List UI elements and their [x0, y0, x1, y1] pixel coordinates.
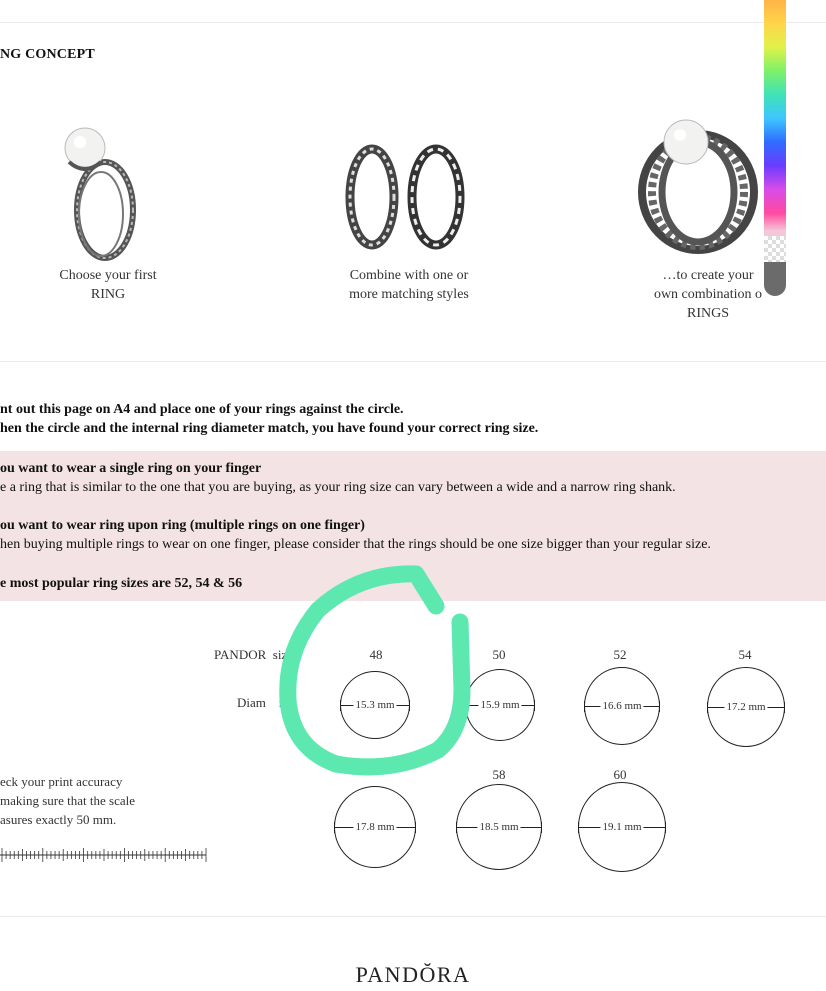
- size-number: 54: [738, 647, 752, 662]
- ring-size-circle: 18.5 mm: [456, 784, 542, 870]
- ring-size-circle: 17.8 mm: [334, 786, 416, 868]
- step-caption-choose: Choose your first RING: [59, 268, 157, 302]
- transparent-swatch[interactable]: [764, 236, 786, 264]
- size-number: 58: [492, 767, 506, 782]
- ring-size-circle: 17.2 mm: [707, 667, 785, 747]
- single-ring-tip: ou want to wear a single ring on your finger e a ring that is similar to the one that you are buying, as your ring size can vary between a wide and a narrow ring shank.: [0, 461, 676, 495]
- ring-size-circle: 15.9 mm: [465, 669, 535, 741]
- step-caption-create: …to create your own combination o RINGS: [653, 268, 763, 321]
- page-title: NG CONCEPT: [0, 47, 95, 62]
- color-picker-bar[interactable]: [764, 0, 786, 296]
- pandora-logo: PANDŎRA: [355, 962, 471, 987]
- size-number: 52: [613, 647, 627, 662]
- size-number: 60: [613, 767, 627, 782]
- print-instructions: nt out this page on A4 and place one of your rings against the circle. hen the circle and the internal ring diameter match, you have found your correct ring size.: [0, 402, 539, 436]
- popular-sizes-note: e most popular ring sizes are 52, 54 & 56: [0, 576, 243, 591]
- ring-size-circle: 15.3 mm: [340, 671, 410, 739]
- print-accuracy-note: eck your print accuracy making sure that the scale asures exactly 50 mm.: [0, 774, 136, 827]
- diameter-label: Diam r Ø: [237, 695, 296, 710]
- ring-size-circle: 16.6 mm: [584, 667, 660, 745]
- step-caption-combine: Combine with one or more matching styles: [349, 268, 469, 302]
- size-number: 50: [492, 647, 506, 662]
- pandora-size-label: PANDOR size: [214, 647, 293, 662]
- size-number: 48: [369, 647, 383, 662]
- ring-size-circle: 19.1 mm: [578, 782, 666, 872]
- gray-swatch[interactable]: [764, 262, 786, 296]
- multiple-rings-tip: ou want to wear ring upon ring (multiple rings on one finger) hen buying multiple rings to wear on one finger, please consider that the rings should be one size bigger than your regular size.: [0, 518, 711, 552]
